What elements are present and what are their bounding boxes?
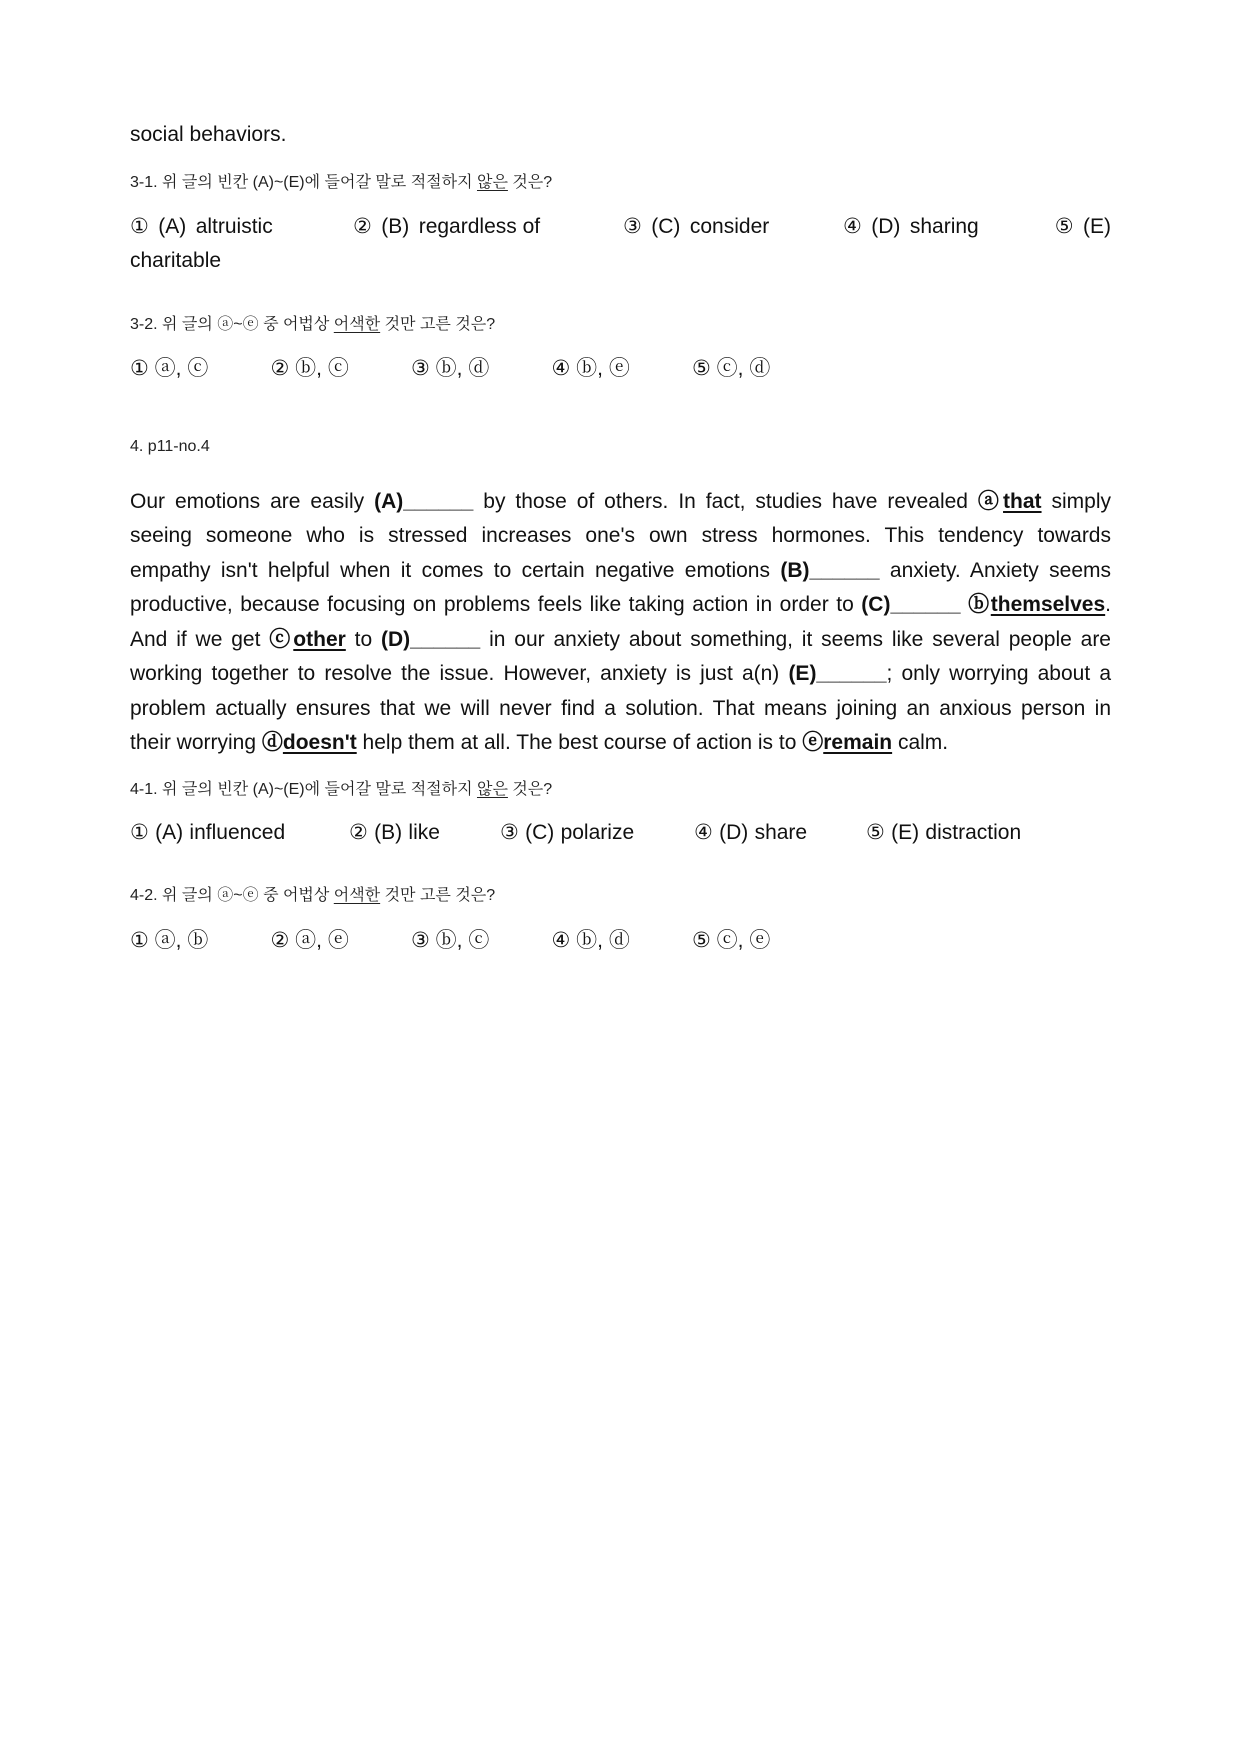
blank-D: (D)______	[381, 627, 481, 651]
passage-text: productive, because focusing on problems feels like taking action in order to	[130, 593, 862, 616]
question-4-1-prompt	[130, 778, 1111, 802]
underlined-word-c: other	[293, 627, 346, 651]
passage-line	[130, 726, 1111, 761]
options-3-2	[130, 352, 1111, 387]
option-number: ①	[130, 821, 149, 844]
passage-line	[130, 519, 1111, 554]
options-row	[130, 210, 1111, 244]
passage-text: .	[1105, 593, 1112, 616]
prompt-text: 것만 고른 것은?	[380, 887, 496, 904]
passage	[130, 485, 1111, 761]
option-4	[694, 816, 866, 851]
option-blank: (E)	[891, 821, 920, 844]
passage-text: empathy isn't helpful when it comes to certain negative emotions	[130, 558, 781, 582]
option-5: ⑤ ⓒ, ⓓ	[692, 357, 771, 380]
option-5-answer: charitable	[130, 249, 222, 272]
prompt-text: 3-2. 위 글의 ⓐ~ⓔ 중 어법상	[130, 316, 334, 333]
option-2: ② ⓐ, ⓔ	[270, 928, 349, 952]
option-3	[623, 210, 843, 244]
passage-line	[130, 485, 1111, 520]
passage-text: calm.	[892, 731, 949, 754]
option-answer: regardless of	[418, 215, 541, 238]
option-blank: (B)	[374, 821, 403, 844]
continuation-text: social behaviors.	[130, 123, 287, 146]
option-1: ① ⓐ, ⓑ	[130, 928, 209, 952]
prompt-underlined: 어색한	[333, 887, 381, 904]
option-answer: sharing	[909, 215, 979, 238]
blank-A: (A)______	[374, 489, 474, 513]
circled-label-e: ⓔ	[802, 731, 824, 754]
option-answer: polarize	[560, 821, 635, 844]
option-number: ②	[353, 215, 372, 238]
prompt-underlined: 않은	[476, 781, 508, 798]
options-3-1	[130, 210, 1111, 278]
option-5	[866, 816, 1021, 851]
option-1	[130, 210, 353, 244]
underlined-word-b: themselves	[990, 593, 1106, 616]
passage-text: working together to resolve the issue. However, anxiety is just a(n)	[130, 662, 789, 685]
passage-text: Our emotions are easily	[130, 489, 375, 513]
prompt-underlined: 않은	[476, 174, 508, 191]
option-blank: (D)	[719, 821, 749, 844]
underlined-word-d: doesn't	[282, 731, 357, 754]
option-3: ③ ⓑ, ⓓ	[411, 357, 490, 380]
option-blank: (A)	[155, 821, 184, 844]
options-row	[130, 816, 1111, 851]
option-1	[130, 816, 349, 851]
passage-text: simply	[1041, 489, 1112, 513]
question-3-1-prompt	[130, 171, 1111, 195]
passage-text: help them at all. The best course of action is to	[356, 731, 803, 754]
passage-text: their worrying	[130, 731, 262, 754]
passage-line	[130, 657, 1111, 692]
prompt-text: 4-1. 위 글의 빈칸 (A)~(E)에 들어갈 말로 적절하지	[130, 781, 477, 798]
circled-label-a: ⓐ	[977, 489, 1004, 513]
options-4-2	[130, 924, 1111, 959]
passage-text: seeing someone who is stressed increases one's own stress hormones. This tendency towards	[130, 524, 1111, 547]
circled-label-b: ⓑ	[968, 593, 991, 616]
circled-label-c: ⓒ	[269, 627, 294, 651]
option-blank: (D)	[871, 215, 901, 238]
option-2: ② ⓑ, ⓒ	[270, 357, 349, 380]
option-4	[843, 210, 1048, 244]
passage-text: by those of others. In fact, studies have revealed	[473, 489, 978, 513]
passage-line	[130, 588, 1111, 623]
option-4: ④ ⓑ, ⓔ	[551, 357, 630, 380]
option-answer: consider	[689, 215, 770, 238]
prompt-text: 것만 고른 것은?	[380, 316, 496, 333]
prompt-text: 것은?	[507, 174, 553, 191]
prompt-underlined: 어색한	[333, 316, 381, 333]
blank-C: (C)______	[861, 593, 969, 616]
circled-label-d: ⓓ	[261, 731, 283, 754]
prompt-text: 것은?	[507, 781, 553, 798]
option-4: ④ ⓑ, ⓓ	[551, 928, 630, 952]
option-blank: (E)	[1083, 215, 1111, 238]
blank-E: (E)______	[788, 662, 887, 685]
passage-text: And if we get	[130, 627, 270, 651]
blank-B: (B)______	[780, 558, 880, 582]
option-5-head	[1048, 210, 1111, 244]
option-5: ⑤ ⓒ, ⓔ	[692, 928, 771, 952]
option-3	[500, 816, 694, 851]
option-number: ⑤	[1054, 215, 1074, 238]
options-4-1	[130, 816, 1111, 851]
option-2	[349, 816, 500, 851]
passage-text: to	[345, 627, 381, 651]
option-blank: (A)	[158, 215, 187, 238]
underlined-word-e: remain	[823, 731, 893, 754]
option-blank: (C)	[525, 821, 555, 844]
prompt-text: 4-2. 위 글의 ⓐ~ⓔ 중 어법상	[130, 887, 334, 904]
option-number: ③	[623, 215, 642, 238]
question-4-2-prompt	[130, 884, 1111, 908]
option-number: ④	[843, 215, 862, 238]
option-number: ③	[500, 821, 519, 844]
option-number: ①	[130, 215, 149, 238]
passage-text: problem actually ensures that we will never find a solution. That means joining an anxious person in	[130, 696, 1111, 720]
option-blank: (C)	[651, 215, 681, 238]
option-blank: (B)	[381, 215, 410, 238]
passage-line	[130, 623, 1111, 658]
underlined-word-a: that	[1003, 489, 1042, 513]
passage-line	[130, 554, 1111, 589]
option-answer: like	[408, 821, 440, 844]
option-answer: distraction	[925, 821, 1022, 844]
option-1: ① ⓐ, ⓒ	[130, 357, 209, 380]
passage-text: anxiety. Anxiety seems	[879, 558, 1112, 582]
option-2	[353, 210, 623, 244]
prompt-text: 3-1. 위 글의 빈칸 (A)~(E)에 들어갈 말로 적절하지	[130, 174, 477, 191]
passage-line	[130, 692, 1111, 727]
question-3-2-prompt	[130, 313, 1111, 337]
option-number: ④	[694, 821, 713, 844]
option-answer: share	[754, 821, 808, 844]
passage-text: ; only worrying about a	[886, 662, 1111, 685]
passage-text: in our anxiety about something, it seems like several people are	[480, 627, 1111, 651]
question-4-heading: 4. p11-no.4	[130, 438, 210, 455]
option-answer: altruistic	[195, 215, 273, 238]
option-3: ③ ⓑ, ⓒ	[411, 928, 490, 952]
option-number: ⑤	[866, 821, 885, 844]
option-answer: influenced	[189, 821, 286, 844]
option-number: ②	[349, 821, 368, 844]
